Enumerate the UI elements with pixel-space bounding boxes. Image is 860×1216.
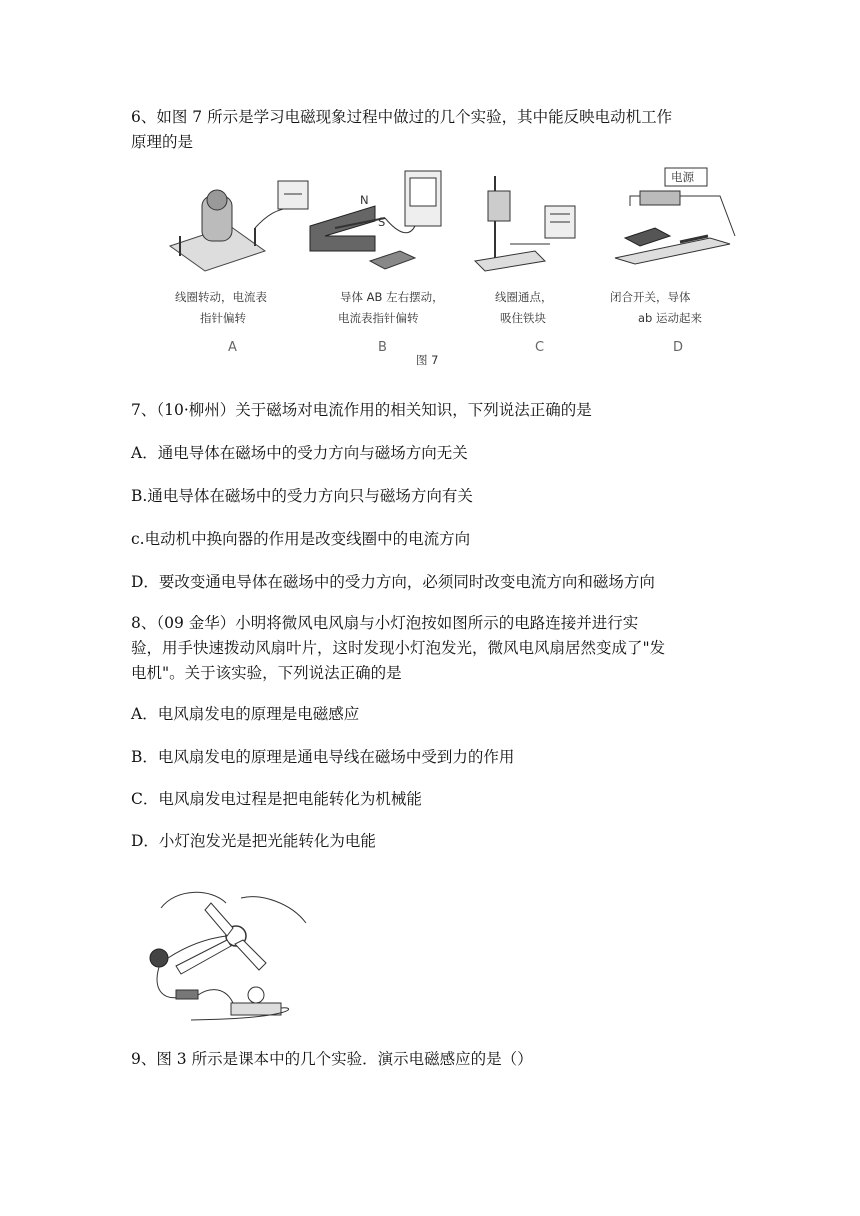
figure7-panel-c	[475, 176, 575, 355]
panel-c-caption-2: 吸住铁块	[500, 311, 546, 325]
panel-a-caption-2: 指针偏转	[200, 311, 246, 325]
q6-line1: 6、如图 7 所示是学习电磁现象过程中做过的几个实验，其中能反映电动机工作	[131, 108, 673, 126]
q7-option-d: D．要改变通电导体在磁场中的受力方向，必须同时改变电流方向和磁场方向	[131, 573, 655, 591]
q8-option-b: B．电风扇发电的原理是通电导线在磁场中受到力的作用	[131, 748, 515, 766]
panel-a-caption-1: 线圈转动，电流表	[175, 290, 267, 304]
figure7-panel-a	[170, 181, 308, 355]
q8-line2: 验，用手快速拨动风扇叶片，这时发现小灯泡发光，微风电风扇居然变成了"发	[131, 639, 666, 657]
q6-line2: 原理的是	[131, 133, 194, 151]
q7-option-b: B.通电导体在磁场中的受力方向只与磁场方向有关	[131, 487, 473, 505]
panel-a-label: A	[228, 340, 237, 355]
panel-b-caption-2: 电流表指针偏转	[338, 311, 419, 325]
magnet-n-label: N	[360, 193, 369, 207]
q8-option-d: D．小灯泡发光是把光能转化为电能	[131, 832, 376, 850]
figure7-label: 图 7	[416, 353, 439, 367]
panel-d-caption-1: 闭合开关，导体	[610, 290, 691, 304]
figure7-panel-d	[610, 168, 735, 355]
q8-line1: 8、（09 金华）小明将微风电风扇与小灯泡按如图所示的电路连接并进行实	[131, 614, 639, 632]
q7-option-c: c.电动机中换向器的作用是改变线圈中的电流方向	[131, 530, 471, 548]
fan-bulb-illustration	[131, 878, 317, 1030]
power-source-label: 电源	[671, 170, 694, 184]
figure-7	[160, 166, 760, 372]
figure7-panel-b	[310, 171, 444, 355]
q9-stem: 9、图 3 所示是课本中的几个实验．演示电磁感应的是（）	[131, 1050, 533, 1068]
panel-c-label: C	[535, 340, 545, 355]
q7-stem: 7、（10·柳州）关于磁场对电流作用的相关知识，下列说法正确的是	[131, 401, 592, 419]
panel-b-caption-1: 导体 AB 左右摆动，	[340, 290, 444, 304]
panel-d-label: D	[673, 340, 684, 355]
magnet-s-label: S	[378, 215, 386, 229]
panel-c-caption-1: 线圈通点，	[495, 290, 553, 304]
q8-line3: 电机"。关于该实验，下列说法正确的是	[131, 664, 402, 682]
q8-option-c: C．电风扇发电过程是把电能转化为机械能	[131, 790, 422, 808]
q8-option-a: A．电风扇发电的原理是电磁感应	[131, 705, 360, 723]
panel-b-label: B	[378, 340, 387, 355]
panel-d-caption-2: ab 运动起来	[638, 311, 703, 325]
q7-option-a: A．通电导体在磁场中的受力方向与磁场方向无关	[131, 444, 468, 462]
